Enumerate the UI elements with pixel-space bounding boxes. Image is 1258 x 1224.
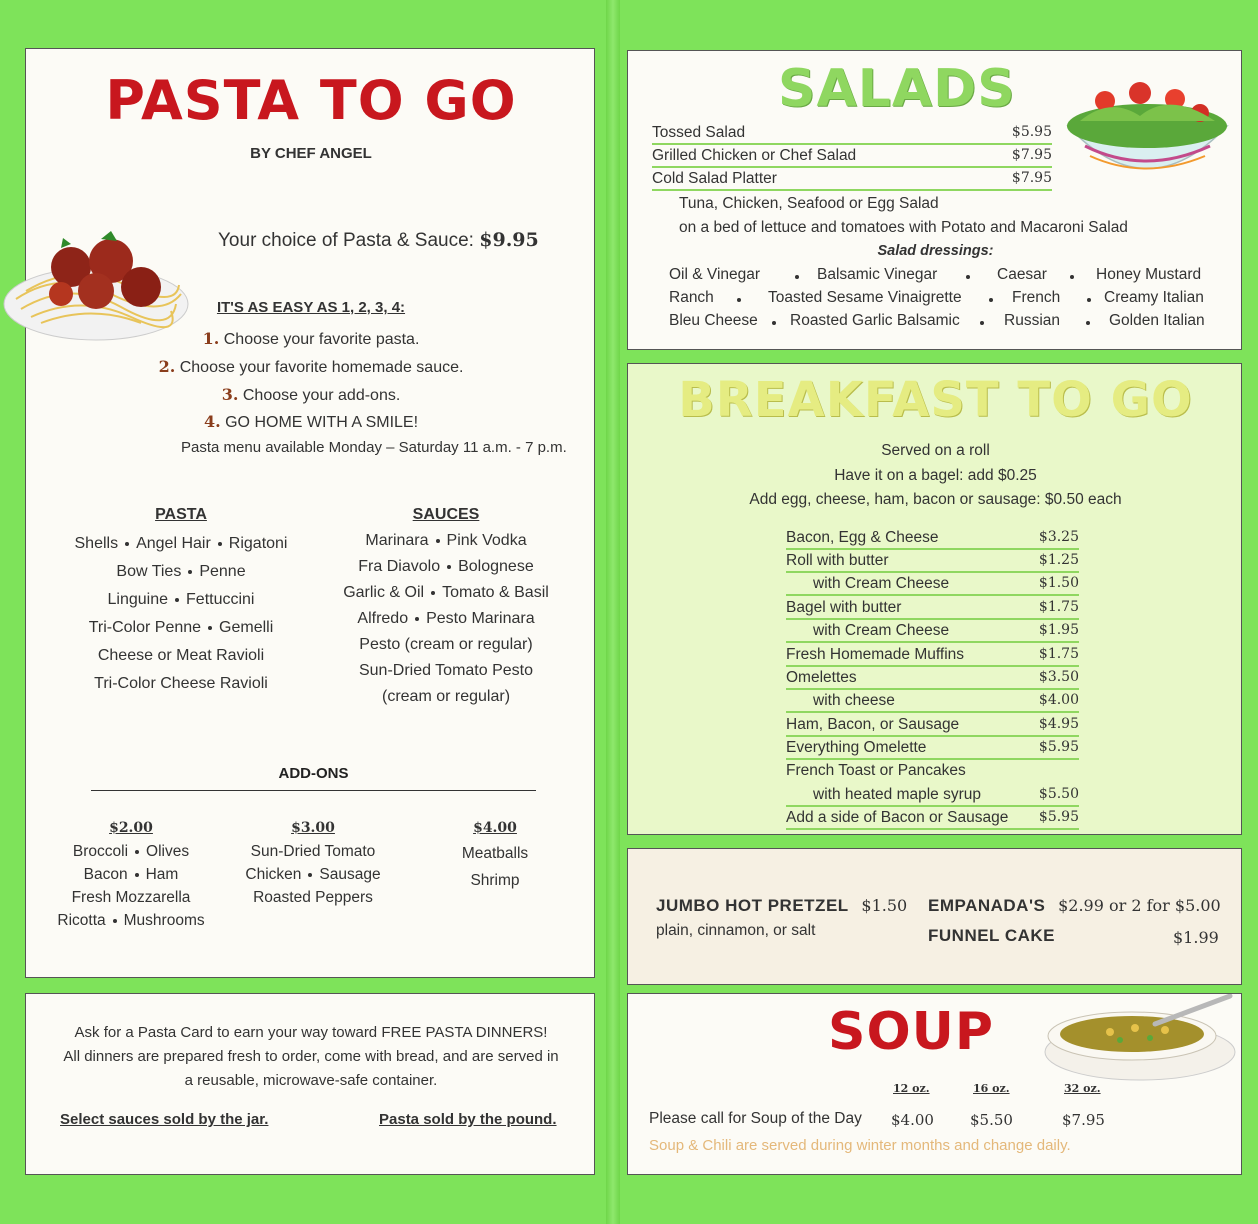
step-2: [26, 357, 596, 377]
step-number: 3.: [221, 385, 239, 404]
soup-bowl-image: [1040, 994, 1240, 1086]
price-32oz: $7.95: [1062, 1111, 1105, 1129]
dressing: Creamy Italian: [1104, 289, 1204, 306]
pasta-line: Linguine Fettuccini: [107, 591, 255, 608]
breakfast-item: Omelettes $3.50: [786, 669, 1079, 690]
empanada-price: $2.99 or 2 for $5.00: [1058, 896, 1221, 915]
funnel-cake-price: $1.99: [1173, 928, 1219, 947]
pasta-choice-label: Your choice of Pasta & Sauce:: [218, 230, 474, 251]
sauces-heading: SAUCES: [412, 506, 480, 523]
sauce-line: (cream or regular): [381, 688, 511, 705]
card-line: a reusable, microwave-safe container.: [184, 1072, 438, 1089]
pasta-card-panel: [25, 993, 595, 1175]
addon-line: Broccoli Olives: [72, 843, 190, 860]
step-text: GO HOME WITH A SMILE!: [225, 414, 419, 431]
breakfast-note-1: Served on a roll: [881, 442, 990, 459]
sauce-line: Sun-Dried Tomato Pesto: [358, 662, 533, 679]
addons-2-dollar: [41, 817, 221, 932]
breakfast-item: Bagel with butter $1.75: [786, 599, 1079, 620]
pasta-line: Tri-Color Cheese Ravioli: [94, 675, 268, 692]
funnel-cake-name: FUNNEL CAKE: [928, 926, 1056, 945]
bullet: [772, 321, 776, 325]
addons-4-dollar: [430, 817, 560, 894]
sauce-line: Alfredo Pesto Marinara: [357, 610, 535, 627]
pasta-title: PASTA TO GO: [105, 69, 517, 132]
breakfast-item: with Cream Cheese $1.95: [786, 622, 1079, 643]
addon-line: Ricotta Mushrooms: [57, 912, 205, 929]
bullet: [1086, 321, 1090, 325]
pasta-card-text: [26, 1021, 596, 1093]
pasta-heading: PASTA: [155, 506, 207, 523]
sauces-by-jar: Select sauces sold by the jar.: [60, 1111, 269, 1128]
pasta-choice-line: [218, 229, 539, 252]
breakfast-panel: [627, 363, 1242, 835]
bullet: [795, 275, 799, 279]
dressing: Honey Mustard: [1096, 266, 1202, 283]
dressing: Oil & Vinegar: [669, 266, 761, 283]
pasta-line: Shells Angel Hair Rigatoni: [74, 535, 288, 552]
breakfast-note-2: Have it on a bagel: add $0.25: [834, 467, 1037, 484]
pasta-hours: Pasta menu available Monday – Saturday 11 a.m. - 7 p.m.: [181, 439, 567, 456]
card-line: Ask for a Pasta Card to earn your way toward FREE PASTA DINNERS!: [74, 1024, 548, 1041]
size-16oz: 16 oz.: [973, 1082, 1010, 1095]
addon-line: Sun-Dried Tomato: [250, 843, 376, 860]
bullet: [737, 298, 741, 302]
sauce-list: [321, 532, 571, 714]
soup-of-the-day: Please call for Soup of the Day: [649, 1110, 862, 1127]
addons-3-dollar: [223, 817, 403, 909]
soup-title: SOUP: [828, 1002, 994, 1062]
pretzel-name: JUMBO HOT PRETZEL: [656, 896, 849, 915]
size-12oz: 12 oz.: [893, 1082, 930, 1095]
addon-line: Fresh Mozzarella: [71, 889, 191, 906]
pasta-list: [51, 535, 311, 703]
pasta-byline: BY CHEF ANGEL: [250, 145, 372, 162]
step-text: Choose your favorite pasta.: [223, 331, 420, 348]
spaghetti-meatballs-image: [1, 199, 201, 349]
pasta-choice-price: $9.95: [479, 229, 539, 251]
step-4: [26, 412, 596, 432]
breakfast-item: with heated maple syrup $5.50: [786, 786, 1079, 807]
addon-line: Meatballs: [461, 845, 529, 862]
addon-price: $2.00: [109, 820, 153, 836]
salad-item: Grilled Chicken or Chef Salad $7.95: [652, 147, 1052, 168]
dressing: Balsamic Vinegar: [817, 266, 938, 283]
pretzel-desc: plain, cinnamon, or salt: [656, 922, 816, 939]
step-number: 4.: [203, 412, 221, 431]
breakfast-item: with Cream Cheese $1.50: [786, 575, 1079, 596]
salads-panel: [627, 50, 1242, 350]
step-number: 2.: [158, 357, 176, 376]
salad-bowl-image: [1060, 71, 1235, 196]
salad-item: Tossed Salad $5.95: [652, 124, 1052, 145]
breakfast-item: French Toast or Pancakes: [786, 762, 966, 779]
soup-panel: [627, 993, 1242, 1175]
breakfast-item: Fresh Homemade Muffins $1.75: [786, 646, 1079, 667]
price-16oz: $5.50: [970, 1111, 1013, 1129]
platter-desc-1: Tuna, Chicken, Seafood or Egg Salad: [679, 195, 939, 212]
soup-note: Soup & Chili are served during winter months and change daily.: [649, 1137, 1071, 1154]
salads-title: SALADS: [778, 59, 1016, 119]
empanada-name: EMPANADA'S: [928, 896, 1046, 915]
bullet: [966, 275, 970, 279]
breakfast-item: Everything Omelette $5.95: [786, 739, 1079, 760]
pasta-line: Cheese or Meat Ravioli: [97, 647, 265, 664]
breakfast-item: Roll with butter $1.25: [786, 552, 1079, 573]
bullet: [989, 298, 993, 302]
addons-heading: ADD-ONS: [91, 765, 536, 791]
size-32oz: 32 oz.: [1064, 1082, 1101, 1095]
step-text: Choose your add-ons.: [242, 387, 401, 404]
bullet: [1087, 298, 1091, 302]
dressing: Russian: [1004, 312, 1060, 329]
salad-item: Cold Salad Platter $7.95: [652, 170, 1052, 191]
breakfast-note-3: Add egg, cheese, ham, bacon or sausage: $0.50 each: [749, 491, 1122, 508]
addon-line: Shrimp: [470, 872, 520, 889]
price-12oz: $4.00: [891, 1111, 934, 1129]
bullet: [1070, 275, 1074, 279]
step-3: [26, 385, 596, 405]
pasta-by-pound: Pasta sold by the pound.: [379, 1111, 557, 1128]
breakfast-item: Ham, Bacon, or Sausage $4.95: [786, 716, 1079, 737]
snacks-panel: [627, 848, 1242, 985]
platter-desc-2: on a bed of lettuce and tomatoes with Potato and Macaroni Salad: [679, 219, 1128, 236]
bullet: [980, 321, 984, 325]
dressings-heading: Salad dressings:: [877, 243, 994, 259]
step-1: [26, 329, 596, 349]
pasta-line: Bow Ties Penne: [116, 563, 246, 580]
sauce-line: Marinara Pink Vodka: [365, 532, 527, 549]
dressing: Ranch: [669, 289, 714, 306]
dressing: Roasted Garlic Balsamic: [790, 312, 960, 329]
card-line: All dinners are prepared fresh to order, come with bread, and are served in: [63, 1048, 559, 1065]
pretzel-price: $1.50: [861, 896, 908, 915]
breakfast-item: Add a side of Bacon or Sausage $5.95: [786, 809, 1079, 830]
addon-line: Chicken Sausage: [245, 866, 381, 883]
sauce-line: Pesto (cream or regular): [359, 636, 533, 653]
breakfast-item: Bacon, Egg & Cheese $3.25: [786, 529, 1079, 550]
addon-line: Roasted Peppers: [253, 889, 373, 906]
empanada-line: [928, 896, 1221, 916]
funnel-cake-line: [928, 926, 1055, 946]
pasta-line: Tri-Color Penne Gemelli: [88, 619, 274, 636]
dressing: Golden Italian: [1109, 312, 1205, 329]
sauce-line: Garlic & Oil Tomato & Basil: [343, 584, 549, 601]
dressing: French: [1012, 289, 1061, 306]
addon-line: Bacon Ham: [83, 866, 179, 883]
pasta-panel: [25, 48, 595, 978]
breakfast-title: BREAKFAST TO GO: [678, 372, 1193, 428]
breakfast-item: with cheese $4.00: [786, 692, 1079, 713]
step-number: 1.: [202, 329, 220, 348]
dressing: Caesar: [997, 266, 1047, 283]
dressing: Toasted Sesame Vinaigrette: [768, 289, 962, 306]
dressing: Bleu Cheese: [669, 312, 758, 329]
pretzel-line: [656, 896, 907, 916]
brochure-fold: [606, 0, 620, 1224]
addon-price: $4.00: [473, 820, 517, 836]
easy-steps-heading: IT'S AS EASY AS 1, 2, 3, 4:: [216, 299, 406, 316]
addon-price: $3.00: [291, 820, 335, 836]
step-text: Choose your favorite homemade sauce.: [179, 359, 464, 376]
sauce-line: Fra Diavolo Bolognese: [358, 558, 534, 575]
